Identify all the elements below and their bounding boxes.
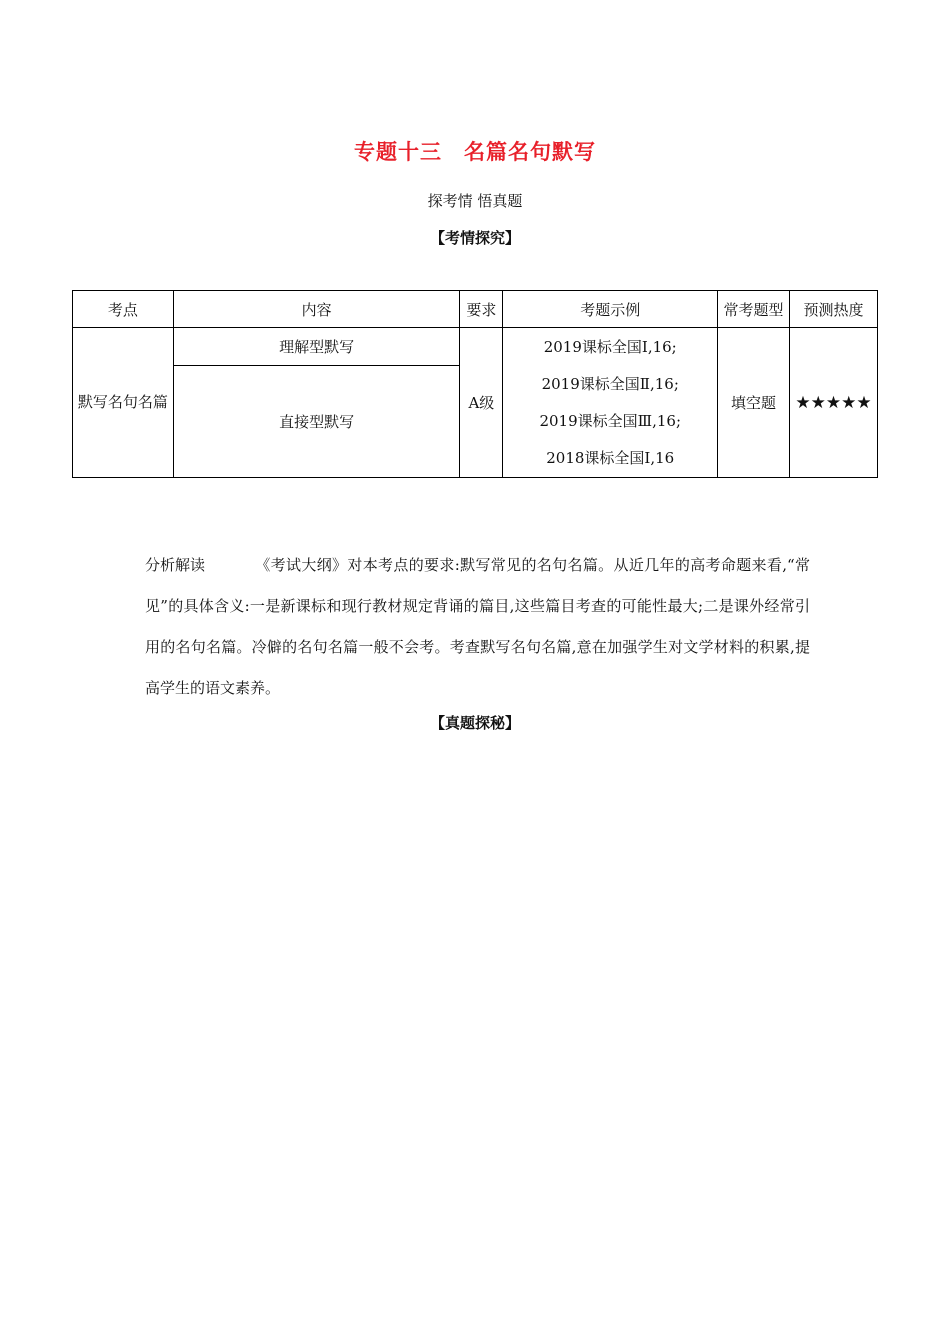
- page-subtitle: 探考情 悟真题: [427, 192, 523, 210]
- cell-point: 默写名句名篇: [73, 328, 174, 478]
- header-requirement: 要求: [460, 291, 503, 328]
- analysis-label: 分析解读: [145, 556, 206, 574]
- title-topic-number: 专题十三: [354, 139, 442, 164]
- table-row: [73, 328, 878, 366]
- analysis-text: 《考试大纲》对本考点的要求:默写常见的名句名篇。从近几年的高考命题来看,“常见”的具体含义:一是新课标和现行教材规定背诵的篇目,这些篇目考查的可能性最大;二是课外经常引用的名句名篇。冷僻的名句名篇一般不会考。考查默写名句名篇,意在加强学生对文学材料的积累,提高学生的语文素养。: [145, 556, 810, 697]
- example-item: 2019课标全国Ⅰ,16;: [543, 337, 677, 356]
- exam-info-table: [72, 290, 878, 478]
- header-content: 内容: [173, 291, 460, 328]
- example-item: 2018课标全国Ⅰ,16: [546, 448, 675, 467]
- cell-content-direct: 直接型默写: [173, 366, 460, 478]
- title-topic-name: 名篇名句默写: [464, 139, 596, 164]
- header-examples: 考题示例: [503, 291, 718, 328]
- example-item: 2019课标全国Ⅱ,16;: [541, 374, 679, 393]
- cell-content-understanding: 理解型默写: [173, 328, 460, 366]
- header-point: 考点: [73, 291, 174, 328]
- header-heat: 预测热度: [790, 291, 878, 328]
- section-heading-real-questions: 【真题探秘】: [429, 714, 520, 732]
- header-question-type: 常考题型: [718, 291, 790, 328]
- table-header-row: [73, 291, 878, 328]
- cell-requirement: A级: [460, 328, 503, 478]
- example-item: 2019课标全国Ⅲ,16;: [539, 411, 682, 430]
- cell-question-type: 填空题: [718, 328, 790, 478]
- cell-examples: [503, 328, 718, 478]
- analysis-paragraph: [145, 545, 810, 709]
- page-title: [0, 136, 950, 166]
- section-heading-exam-analysis: 【考情探究】: [429, 229, 520, 247]
- cell-heat-stars: ★★★★★: [790, 328, 878, 478]
